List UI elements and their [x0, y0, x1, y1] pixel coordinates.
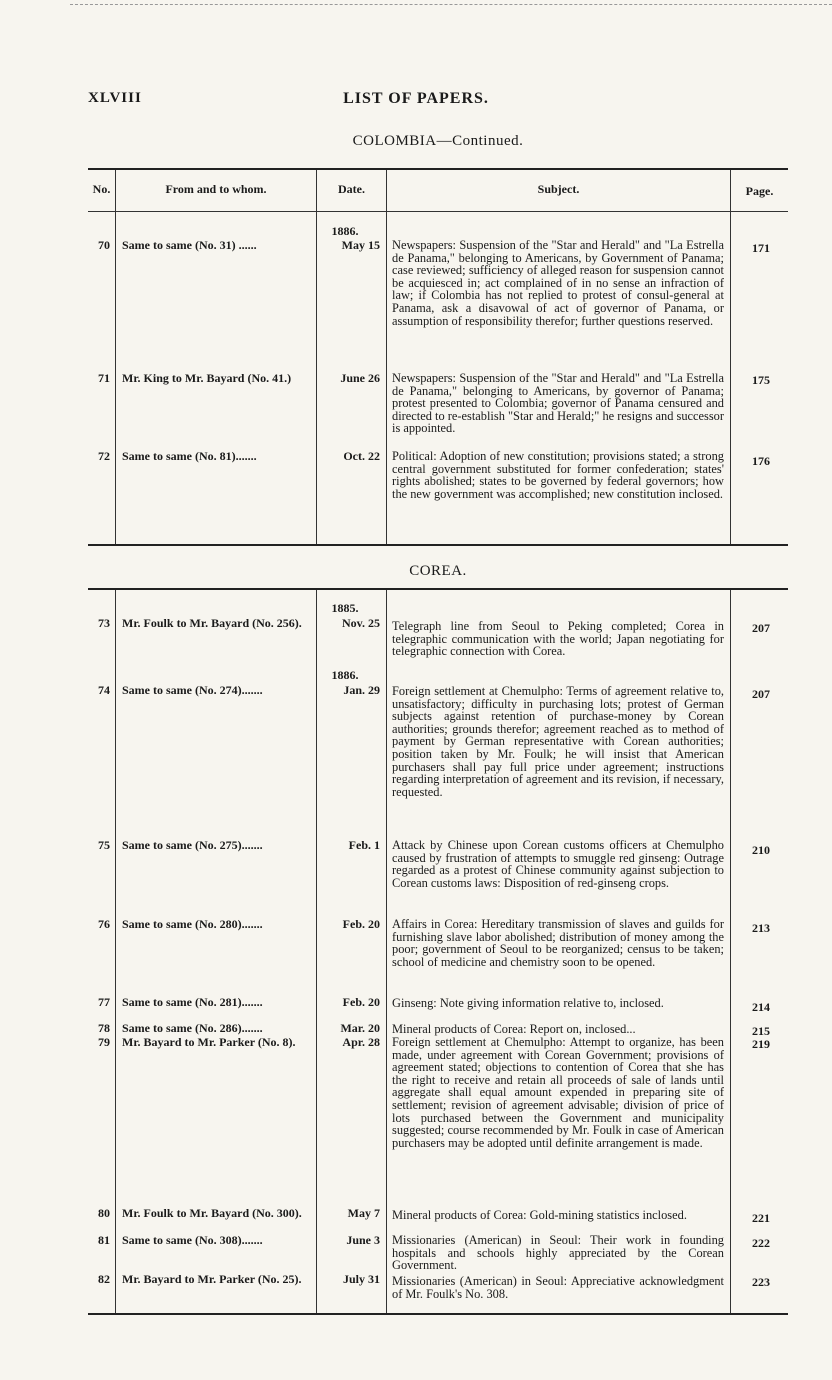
row-date: Oct. 22: [343, 449, 380, 463]
row-number: 74: [98, 683, 110, 697]
row-number: 80: [98, 1206, 110, 1220]
column-header-page: Page.: [745, 184, 774, 198]
row-page: 223: [752, 1275, 770, 1289]
row-number: 82: [98, 1272, 110, 1286]
row-date: Feb. 20: [342, 995, 380, 1009]
column-header-subject: Subject.: [537, 182, 580, 196]
row-subject: Newspapers: Suspension of the "Star and Herald" and "La Estrella de Panama," belonging to Americans, by governor of Panama; protest presented to Colombia; governor of Panama censured and directed to re-establish "Star and Herald;" he resigns and successor is appointed.: [392, 371, 724, 436]
row-from: Same to same (No. 81).......: [122, 449, 257, 463]
row-subject: Foreign settlement at Chemulpho: Terms of agreement relative to, unsatisfactory; difficulty in purchasing lots; protest of German subjects against retention of purchase-money by Corean authorities; grounds therefor; agreement reached as to method of payment by German representative with Corean authorities; position taken by Mr. Foulk; he will insist that American purchasers shall pay full price under agreement; instructions regarding interpretation of agreement and its revision, if necessary, requested.: [392, 684, 724, 799]
row-number: 73: [98, 616, 110, 630]
top-rule: [70, 4, 832, 5]
row-subject: Political: Adoption of new constitution; provisions stated; a strong central government substituted for former confederation; states' rights abolished; states to be governed by federal governors; how the new government was accomplished; new constitution inclosed.: [392, 449, 724, 501]
col-divider: [386, 590, 387, 1313]
table-header-rule: [88, 211, 788, 212]
row-page: 175: [752, 373, 770, 387]
row-year: 1886.: [331, 224, 359, 238]
row-subject: Ginseng: Note giving information relative to, inclosed.: [392, 996, 664, 1010]
row-from: Mr. Bayard to Mr. Parker (No. 25).: [122, 1272, 302, 1286]
row-subject: Mineral products of Corea: Report on, inclosed...: [392, 1022, 636, 1036]
table-bottom-rule: [88, 544, 788, 546]
table-top-rule: [88, 588, 788, 590]
row-page: 213: [752, 921, 770, 935]
row-from: Same to same (No. 280).......: [122, 917, 263, 931]
row-page: 171: [752, 241, 770, 255]
row-from: Same to same (No. 274).......: [122, 683, 263, 697]
row-year: 1885.: [331, 601, 359, 615]
row-subject: Foreign settlement at Chemulpho: Attempt to organize, has been made, under agreement with Corean Government; provisions of agreement stated; objections to contention of Corea that she has the right to receive and retain all proceeds of sale of lands until aggregate shall equal amount expended in preparing site of settlement; revision of agreement advisable; division of price of lots purchased between the Government and municipality suggested; course recommended by Mr. Foulk in case of American purchasers may be adopted until definite arrangement is made.: [392, 1035, 724, 1150]
row-page: 210: [752, 843, 770, 857]
row-page: 222: [752, 1236, 770, 1250]
row-page: 221: [752, 1211, 770, 1225]
row-subject: Attack by Chinese upon Corean customs officers at Chemulpho caused by frustration of attempts to smuggle red ginseng: Outrage regarded as a protest of Chinese community against subjection to Corean customs laws: Disposition of red-ginseng crops.: [392, 838, 724, 890]
row-date: Feb. 1: [348, 838, 380, 852]
row-number: 71: [98, 371, 110, 385]
row-number: 81: [98, 1233, 110, 1247]
row-from: Mr. King to Mr. Bayard (No. 41.): [122, 371, 292, 385]
col-divider: [316, 590, 317, 1313]
row-subject: Mineral products of Corea: Gold-mining statistics inclosed.: [392, 1208, 687, 1222]
row-date: Apr. 28: [342, 1035, 380, 1049]
row-page: 214: [752, 1000, 770, 1014]
row-number: 78: [98, 1021, 110, 1035]
row-date: June 26: [340, 371, 380, 385]
column-header-date: Date.: [338, 182, 365, 196]
row-from: Same to same (No. 281).......: [122, 995, 263, 1009]
row-number: 76: [98, 917, 110, 931]
col-divider: [730, 590, 731, 1313]
row-number: 79: [98, 1035, 110, 1049]
row-from: Same to same (No. 286).......: [122, 1021, 263, 1035]
row-from: Same to same (No. 31) ......: [122, 238, 257, 252]
section-title-corea: COREA.: [409, 563, 467, 579]
row-subject: Newspapers: Suspension of the "Star and Herald" and "La Estrella de Panama," belonging to Americans, by Government of Panama; case reviewed; sufficiency of alleged reason for suspension cannot be acquiesced in; act complained of in no sense an infraction of law; if Colombia has not replied to protest of consul-general at Panama, ask a disavowal of act of governor of Panama, or assumption of responsibility therefor; further questions reserved.: [392, 238, 724, 328]
row-date: Mar. 20: [340, 1021, 380, 1035]
row-date: May 15: [341, 238, 380, 252]
row-number: 75: [98, 838, 110, 852]
table-bottom-rule: [88, 1313, 788, 1315]
row-number: 77: [98, 995, 110, 1009]
table-top-rule: [88, 168, 788, 170]
row-number: 70: [98, 238, 110, 252]
row-from: Mr. Foulk to Mr. Bayard (No. 256).: [122, 616, 302, 630]
row-page: 207: [752, 621, 770, 635]
row-date: Nov. 25: [341, 616, 380, 630]
row-subject: Missionaries (American) in Seoul: Their work in founding hospitals and schools highly appreciated by the Corean Government.: [392, 1233, 724, 1273]
row-from: Same to same (No. 275).......: [122, 838, 263, 852]
row-date: July 31: [342, 1272, 380, 1286]
row-page: 207: [752, 687, 770, 701]
col-divider: [115, 170, 116, 544]
row-page: 219: [752, 1037, 770, 1051]
row-date: Feb. 20: [342, 917, 380, 931]
page-number: XLVIII: [88, 90, 142, 106]
row-subject: Missionaries (American) in Seoul: Appreciative acknowledgment of Mr. Foulk's No. 308.: [392, 1274, 724, 1301]
col-divider: [386, 170, 387, 544]
row-from: Mr. Bayard to Mr. Parker (No. 8).: [122, 1035, 296, 1049]
section-title-colombia: COLOMBIA—Continued.: [352, 133, 524, 149]
row-date: Jan. 29: [343, 683, 380, 697]
column-header-no: No.: [92, 182, 111, 196]
row-subject: Affairs in Corea: Hereditary transmission of slaves and guilds for furnishing slave labor abolished; distribution of money among the poor; government of Seoul to be reorganized; census to be taken; school of medicine and chemistry soon to be opened.: [392, 917, 724, 969]
row-from: Mr. Foulk to Mr. Bayard (No. 300).: [122, 1206, 302, 1220]
row-date: June 3: [346, 1233, 380, 1247]
col-divider: [115, 590, 116, 1313]
page-title: LIST OF PAPERS.: [343, 90, 489, 107]
row-year: 1886.: [331, 668, 359, 682]
row-subject: Telegraph line from Seoul to Peking completed; Corea in telegraphic communication with the world; Japan negotiating for telegraphic connection with Corea.: [392, 619, 724, 659]
row-page: 176: [752, 454, 770, 468]
row-page: 215: [752, 1024, 770, 1038]
column-header-from: From and to whom.: [165, 182, 267, 196]
row-number: 72: [98, 449, 110, 463]
row-from: Same to same (No. 308).......: [122, 1233, 263, 1247]
col-divider: [730, 170, 731, 544]
col-divider: [316, 170, 317, 544]
row-date: May 7: [347, 1206, 380, 1220]
